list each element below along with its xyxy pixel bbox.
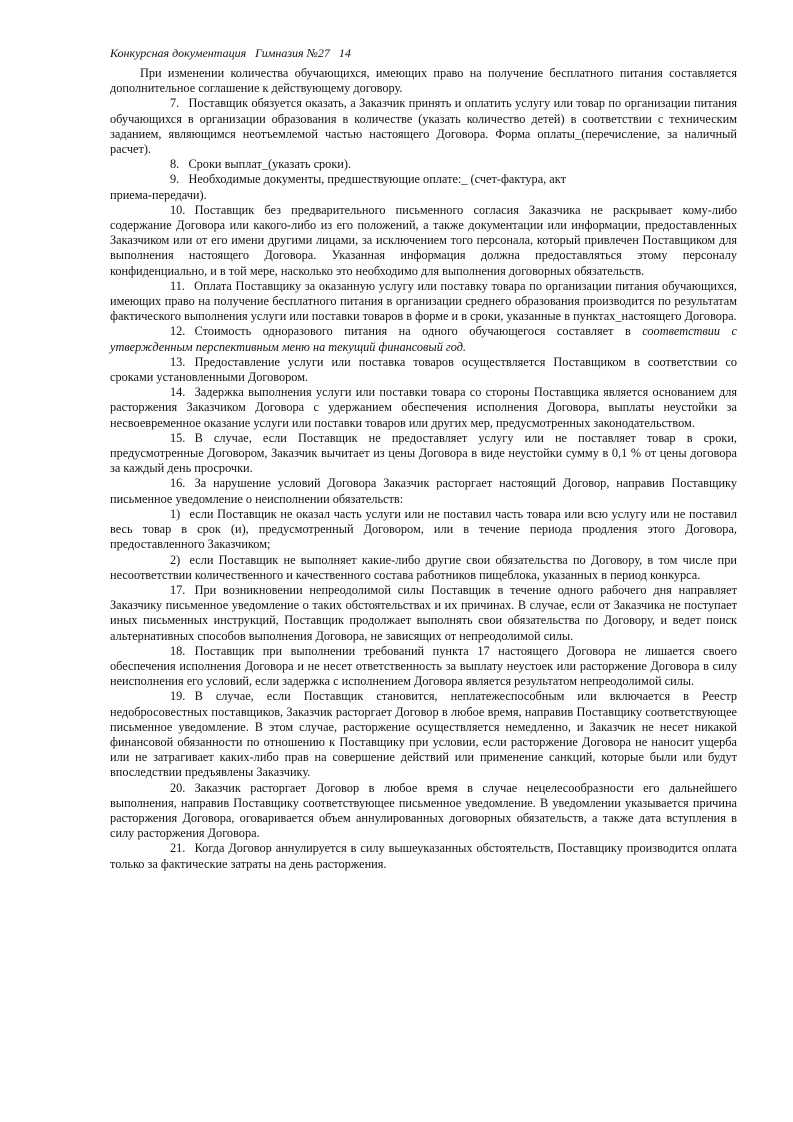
paragraph-number: 18. — [170, 643, 195, 658]
paragraph-number: 15. — [170, 430, 195, 445]
paragraph — [110, 507, 737, 553]
paragraph-text: приема-передачи). — [110, 187, 207, 202]
paragraph-number: 10. — [170, 202, 195, 217]
paragraph — [110, 188, 737, 203]
paragraph-number: 1) — [170, 506, 190, 521]
paragraph-text: Стоимость одноразового питания на одного обучающегося составляет в — [194, 324, 643, 339]
paragraph-text: Предоставление услуги или поставка товаров осуществляется Поставщиком в соответствии со сроками установленными Договором. — [110, 354, 737, 385]
paragraph — [110, 66, 737, 96]
paragraph-number: 12. — [170, 324, 195, 339]
paragraph-text: При изменении количества обучающихся, имеющих право на получение бесплатного питания составляется дополнительное соглашение к действующему договору. — [110, 66, 737, 96]
paragraph — [110, 157, 737, 172]
paragraph-text: Задержка выполнения услуги или поставки товара со стороны Поставщика является основанием для расторжения Заказчиком Договора с удержанием обеспечения исполнения Договора, выплаты неустойки за несвоевременное оказание услуги или поставки товаров или других мер, предусмотренных законодательством. — [110, 385, 737, 430]
paragraph-text: Поставщик обязуется оказать, а Заказчик принять и оплатить услугу или товар по организации питания обучающихся в организации образования в количестве (указать количество детей) в соответствии с техническим заданием, являющимся неотъемлемой частью настоящего Договора. Форма оплаты_(перечисление, за наличный расчет). — [110, 96, 737, 157]
paragraph-number: 13. — [170, 354, 195, 369]
paragraph — [110, 644, 737, 690]
paragraph — [110, 841, 737, 871]
paragraph-text: Сроки выплат_(указать сроки). — [188, 157, 352, 172]
paragraph — [110, 172, 737, 187]
paragraph-number: 17. — [170, 582, 195, 597]
paragraph-text: Оплата Поставщику за оказанную услугу или поставку товара по организации питания обучающихся, имеющих право на получение бесплатного питания в организации среднего образования производится по результатам фактического выполнения услуги или поставки товаров в форме и в сроки, указанные в пунктах_настоящего Договора. — [110, 278, 737, 324]
paragraph — [110, 279, 737, 325]
paragraph — [110, 431, 737, 477]
paragraph — [110, 96, 737, 157]
paragraph-text: Необходимые документы, предшествующие оплате:_ (счет-фактура, акт — [188, 172, 566, 187]
document-body — [110, 66, 737, 872]
paragraph — [110, 689, 737, 780]
paragraph-number: 8. — [170, 157, 189, 172]
paragraph-italic-text: соответствии с утвержденным перспективным меню на текущий финансовый год. — [110, 324, 737, 354]
paragraph — [110, 781, 737, 842]
paragraph-number: 11. — [170, 278, 195, 293]
paragraph-number: 7. — [170, 96, 189, 111]
paragraph — [110, 583, 737, 644]
paragraph — [110, 324, 737, 354]
paragraph — [110, 203, 737, 279]
paragraph-text: При возникновении непреодолимой силы Поставщик в течение одного рабочего дня направляет Заказчику письменное уведомление о таких обстоятельствах и их причинах. В случае, если от Заказчика не поступает иных письменных инструкций, Поставщик продолжает выполнять свои обязательства по Договору, и ведет поиск альтернативных способов выполнения Договора, не зависящих от непреодолимой силы. — [110, 582, 737, 643]
paragraph-text: В случае, если Поставщик не предоставляет услугу или не поставляет товар в сроки, предусмотренные Договором, Заказчик вычитает из цены Договора в виде неустойки сумму в 0,1 % от цены договора за каждый день просрочки. — [110, 430, 737, 476]
paragraph-text: Поставщик без предварительного письменного согласия Заказчика не раскрывает кому-либо содержание Договора или какого-либо из его положений, а также документации или информации, предоставленных Заказчиком или от его имени другими лицами, за исключением того персонала, который привлечен Поставщиком для выполнения настоящего Договора. Указанная информация должна предоставляться этому персоналу конфиденциально, и в той мере, насколько это необходимо для выполнения договорных обязательств. — [110, 202, 737, 278]
paragraph-number: 14. — [170, 385, 195, 400]
paragraph — [110, 385, 737, 431]
paragraph — [110, 553, 737, 583]
paragraph-number: 2) — [170, 552, 190, 567]
paragraph — [110, 355, 737, 385]
page-header: Конкурсная документация Гимназия №27 14 — [110, 46, 351, 60]
paragraph-text: За нарушение условий Договора Заказчик расторгает настоящий Договор, направив Поставщику письменное уведомление о неисполнении обязательств: — [110, 476, 737, 506]
paragraph-number: 16. — [170, 476, 195, 491]
paragraph-number: 19. — [170, 689, 195, 704]
paragraph-text: Заказчик расторгает Договор в любое время в случае нецелесообразности его дальнейшего выполнения, направив Поставщику соответствующее письменное уведомление. В уведомлении указывается причина расторжения Договора, оговаривается объем аннулированных договорных обязательств, а также дата вступления в силу расторжения Договора. — [110, 780, 737, 841]
paragraph-number: 9. — [170, 172, 189, 187]
paragraph-text: В случае, если Поставщик становится, неплатежеспособным или включается в Реестр недобросовестных поставщиков, Заказчик расторгает Договор в любое время, направив Поставщику соответствующее письменное уведомление. В этом случае, расторжение осуществляется немедленно, и Заказчик не несет никакой финансовой обязанности по отношению к Поставщику при условии, если расторжение Договора не наносит ущерба или не затрагивает каких-либо прав на совершение действий или применение санкций, которые были или будут впоследствии предъявлены Заказчику. — [110, 689, 737, 780]
paragraph-number: 21. — [170, 841, 195, 856]
paragraph-number: 20. — [170, 780, 195, 795]
paragraph-text: Когда Договор аннулируется в силу вышеуказанных обстоятельств, Поставщику производится оплата только за фактические затраты на день расторжения. — [110, 841, 737, 871]
paragraph — [110, 476, 737, 506]
paragraph-text: если Поставщик не оказал часть услуги или не поставил часть товара или всю услугу или не поставил весь товар в срок (и), предусмотренный Договором, или в течение периода продления этого Договора, предоставленного Заказчиком; — [110, 506, 737, 552]
paragraph-text: если Поставщик не выполняет какие-либо другие свои обязательства по Договору, в том числе при несоответствии количественного и качественного состава работников пищеблока, указанных в период конкурса. — [110, 552, 737, 582]
paragraph-text: Поставщик при выполнении требований пункта 17 настоящего Договора не лишается своего обеспечения исполнения Договора и не несет ответственность за выплату неустоек или расторжение Договора в силу неисполнения его условий, если задержка с исполнением Договора является результатом непреодолимой силы. — [110, 643, 737, 689]
